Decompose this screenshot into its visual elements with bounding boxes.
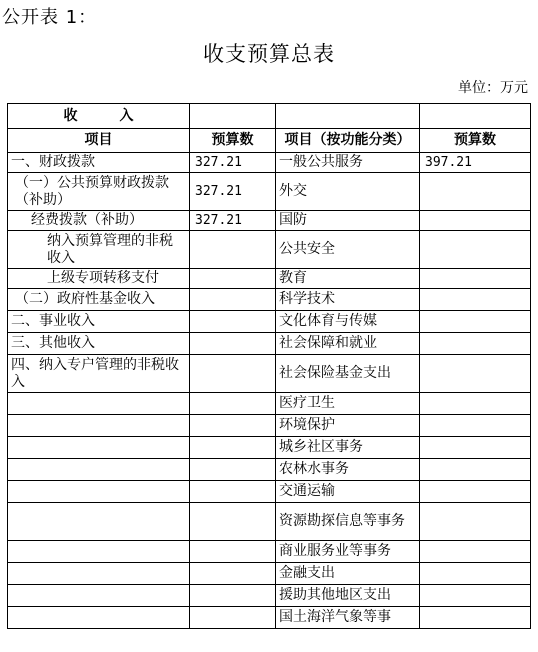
row-item-label [8, 503, 190, 541]
row-function-amount [420, 541, 531, 563]
table-row [8, 415, 531, 437]
row-amount [190, 541, 276, 563]
table-row [8, 437, 531, 459]
unit-label: 单位：万元 [458, 80, 528, 96]
row-function-amount [420, 563, 531, 585]
row-item-label [8, 437, 190, 459]
row-function-item: 国防 [276, 211, 420, 231]
table-row [8, 289, 531, 311]
row-function-amount [420, 231, 531, 269]
row-function-item: 社会保险基金支出 [276, 355, 420, 393]
row-item-label [8, 459, 190, 481]
row-item-label: 纳入预算管理的非税收入 [8, 231, 190, 269]
table-row [8, 563, 531, 585]
row-item-label [8, 607, 190, 629]
row-amount [190, 607, 276, 629]
row-item-label: 一、财政拨款 [8, 153, 190, 173]
row-function-amount [420, 459, 531, 481]
row-function-amount [420, 607, 531, 629]
row-item-label [8, 541, 190, 563]
row-function-amount: 397.21 [420, 153, 531, 173]
table-row [8, 311, 531, 333]
row-amount [190, 355, 276, 393]
row-item-label [8, 585, 190, 607]
row-function-item: 国土海洋气象等事 [276, 607, 420, 629]
table-row [8, 333, 531, 355]
row-function-item: 公共安全 [276, 231, 420, 269]
row-function-item: 资源勘探信息等事务 [276, 503, 420, 541]
row-amount [190, 415, 276, 437]
row-function-item: 文化体育与传媒 [276, 311, 420, 333]
row-amount [190, 393, 276, 415]
row-item-label [8, 393, 190, 415]
row-amount: 327.21 [190, 153, 276, 173]
table-row [8, 585, 531, 607]
row-function-amount [420, 211, 531, 231]
row-function-item: 教育 [276, 269, 420, 289]
row-function-item: 医疗卫生 [276, 393, 420, 415]
row-function-amount [420, 481, 531, 503]
document-label: 公开表 1： [2, 7, 98, 28]
row-item-label [8, 481, 190, 503]
row-amount [190, 231, 276, 269]
row-function-amount [420, 585, 531, 607]
row-item-label [8, 415, 190, 437]
row-function-item: 农林水事务 [276, 459, 420, 481]
table-row [8, 541, 531, 563]
column-header-row [8, 129, 531, 153]
column-header-budget: 预算数 [190, 129, 276, 153]
column-header-function-item: 项目（按功能分类） [276, 129, 420, 153]
row-function-item: 援助其他地区支出 [276, 585, 420, 607]
row-amount [190, 333, 276, 355]
row-function-item: 社会保障和就业 [276, 333, 420, 355]
income-section-header: 收 入 [8, 104, 190, 129]
row-function-amount [420, 311, 531, 333]
row-function-amount [420, 173, 531, 211]
row-amount [190, 503, 276, 541]
row-amount [190, 311, 276, 333]
row-amount: 327.21 [190, 173, 276, 211]
row-amount: 327.21 [190, 211, 276, 231]
budget-table [7, 103, 531, 629]
row-item-label: 四、纳入专户管理的非税收入 [8, 355, 190, 393]
row-function-item: 交通运输 [276, 481, 420, 503]
table-row [8, 269, 531, 289]
row-amount [190, 459, 276, 481]
row-item-label: 三、其他收入 [8, 333, 190, 355]
section-header-row [8, 104, 531, 129]
row-function-item: 一般公共服务 [276, 153, 420, 173]
row-amount [190, 289, 276, 311]
row-amount [190, 437, 276, 459]
row-amount [190, 563, 276, 585]
table-row [8, 459, 531, 481]
table-row [8, 481, 531, 503]
table-row [8, 503, 531, 541]
row-item-label: 二、事业收入 [8, 311, 190, 333]
row-amount [190, 269, 276, 289]
column-header-budget: 预算数 [420, 129, 531, 153]
row-function-amount [420, 355, 531, 393]
row-item-label [8, 563, 190, 585]
row-item-label: （一）公共预算财政拨款（补助） [8, 173, 190, 211]
row-function-amount [420, 415, 531, 437]
empty-cell [276, 104, 420, 129]
column-header-item: 项目 [8, 129, 190, 153]
document-title: 收支预算总表 [203, 42, 335, 66]
table-row [8, 211, 531, 231]
row-amount [190, 481, 276, 503]
row-function-item: 商业服务业等事务 [276, 541, 420, 563]
table-row [8, 153, 531, 173]
row-function-item: 金融支出 [276, 563, 420, 585]
table-row [8, 173, 531, 211]
row-function-amount [420, 289, 531, 311]
row-function-amount [420, 503, 531, 541]
row-function-amount [420, 437, 531, 459]
row-function-item: 环境保护 [276, 415, 420, 437]
row-function-item: 城乡社区事务 [276, 437, 420, 459]
empty-cell [190, 104, 276, 129]
row-amount [190, 585, 276, 607]
row-function-item: 科学技术 [276, 289, 420, 311]
row-function-amount [420, 393, 531, 415]
row-function-item: 外交 [276, 173, 420, 211]
table-row [8, 355, 531, 393]
empty-cell [420, 104, 531, 129]
row-function-amount [420, 269, 531, 289]
table-row [8, 607, 531, 629]
row-item-label: （二）政府性基金收入 [8, 289, 190, 311]
row-item-label: 上级专项转移支付 [8, 269, 190, 289]
row-item-label: 经费拨款（补助） [8, 211, 190, 231]
table-row [8, 393, 531, 415]
row-function-amount [420, 333, 531, 355]
table-row [8, 231, 531, 269]
